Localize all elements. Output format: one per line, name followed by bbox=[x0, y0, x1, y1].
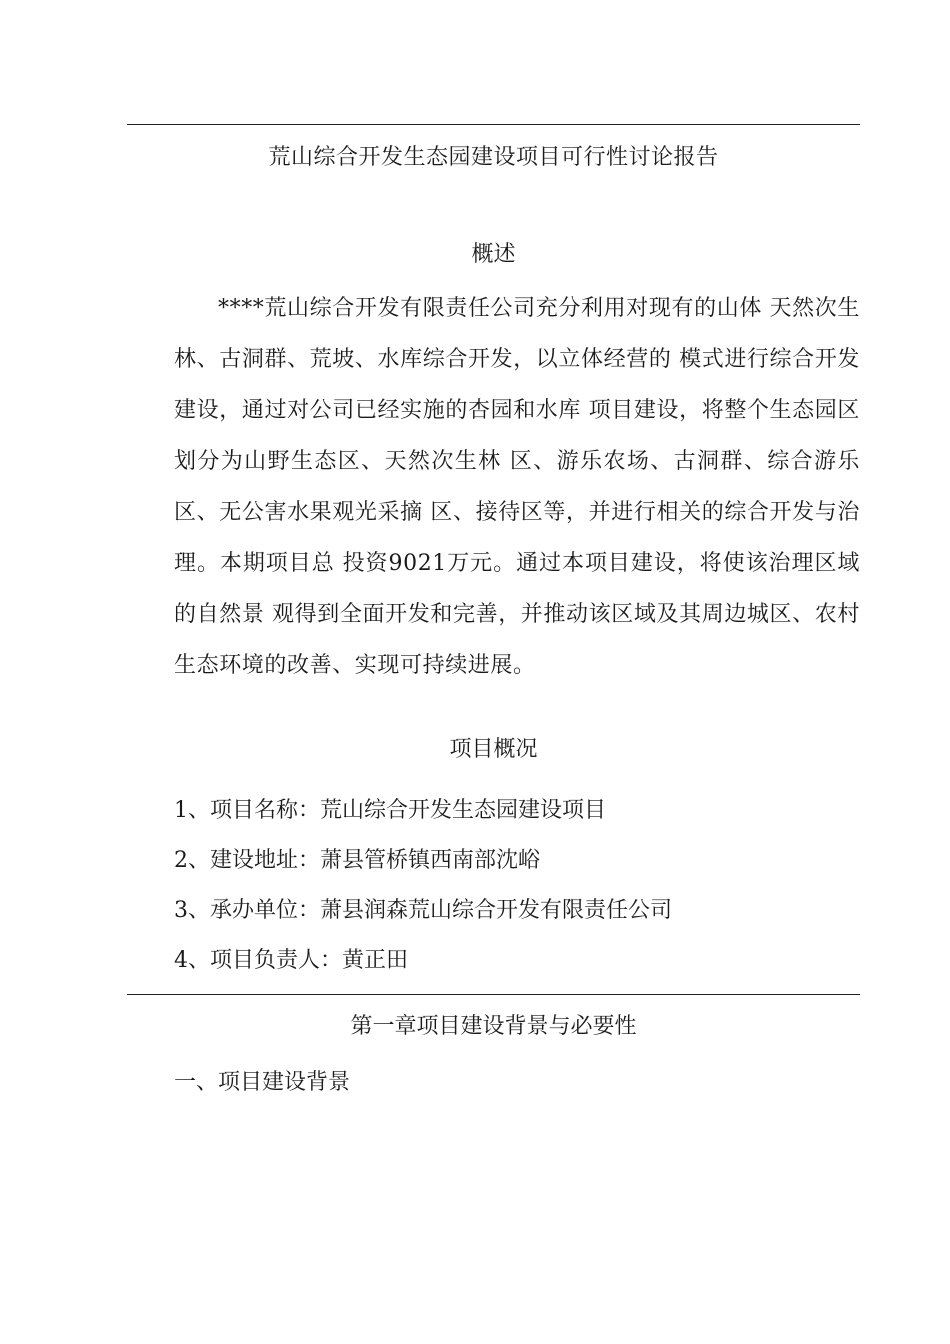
list-item: 3、承办单位：萧县润森荒山综合开发有限责任公司 bbox=[174, 898, 672, 923]
project-summary-list bbox=[174, 786, 672, 986]
overview-heading: 概述 bbox=[471, 242, 516, 267]
top-divider bbox=[127, 124, 860, 125]
chapter-divider bbox=[127, 994, 860, 995]
list-item: 2、建设地址：萧县管桥镇西南部沈峪 bbox=[174, 848, 540, 873]
chapter-heading: 第一章项目建设背景与必要性 bbox=[350, 1014, 637, 1039]
project-summary-heading: 项目概况 bbox=[449, 737, 538, 762]
section-heading: 一、项目建设背景 bbox=[174, 1070, 351, 1095]
list-item: 1、项目名称：荒山综合开发生态园建设项目 bbox=[174, 798, 606, 823]
overview-paragraph: ****荒山综合开发有限责任公司充分利用对现有的山体 天然次生林、古洞群、荒坡、水库综合开发，以立体经营的 模式进行综合开发建设，通过对公司已经实施的杏园和水库 项目建设，将整个生态园区划分为山野生态区、天然次生林 区、游乐农场、古洞群、综合游乐区、无公害水果观光采摘 区、接待区等，并进行相关的综合开发与治理。本期项目总 投资9021万元。通过本项目建设，将使该治理区域的自然景 观得到全面开发和完善，并推动该区域及其周边城区、农村 生态环境的改善、实现可持续进展。 bbox=[174, 296, 860, 678]
list-item: 4、项目负责人：黄正田 bbox=[174, 948, 408, 973]
document-title: 荒山综合开发生态园建设项目可行性讨论报告 bbox=[268, 145, 719, 170]
